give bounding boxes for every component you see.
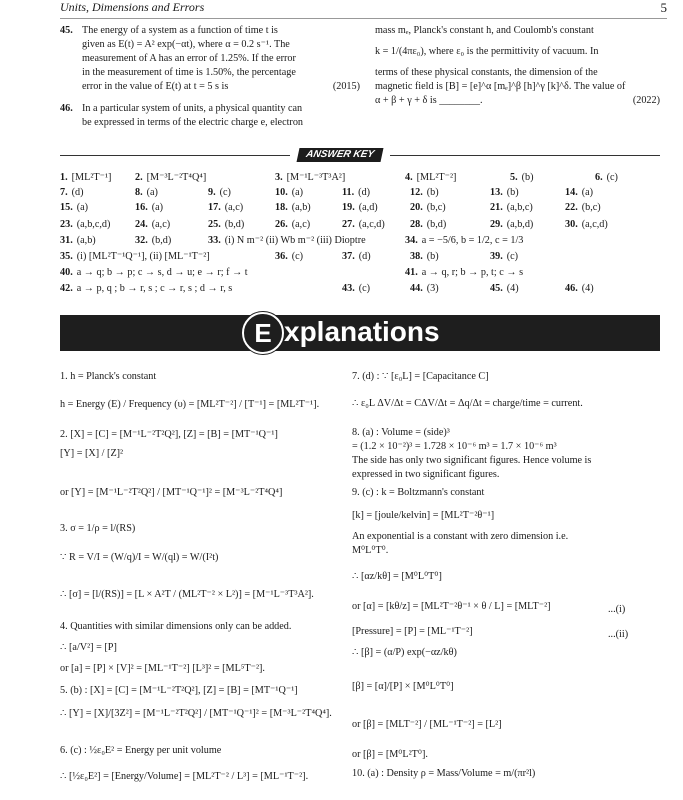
answer-number: 3. [275, 172, 283, 183]
answer-number: 37. [342, 251, 355, 262]
answer-number: 24. [135, 219, 148, 230]
answer-value: a → p, q ; b → r, s ; c → r, s ; d → r, s [76, 283, 233, 294]
answer-key-cell [135, 172, 206, 183]
explanation-line: h = Energy (E) / Frequency (υ) = [ML²T⁻²] / [T⁻¹] = [ML²T⁻¹]. [60, 399, 320, 410]
explanation-line: M⁰L⁰T⁰. [352, 545, 389, 556]
explanation-line: ∴ [½ε₀E²] = [Energy/Volume] = [ML²T⁻² / L³] = [ML⁻¹T⁻²]. [60, 771, 309, 782]
answer-key-cell [565, 283, 594, 294]
explanation-line: 7. (d) : ∵ [ε₀L] = [Capacitance C] [352, 371, 489, 382]
text-line: α + β + γ + δ is ________. [375, 95, 483, 106]
answer-number: 16. [135, 202, 148, 213]
answer-number: 12. [410, 187, 423, 198]
text-line: be expressed in terms of the electric charge e, electron [82, 117, 304, 128]
text-line: in the measurement of time is 1.50%, the percentage [82, 67, 296, 78]
explanation-line: 5. (b) : [X] = [C] = [M⁻¹L⁻²T²Q²], [Z] = [B] = [MT⁻¹Q⁻¹] [60, 685, 298, 696]
answer-number: 22. [565, 202, 578, 213]
answer-value: (i) [ML²T⁻¹Q⁻¹], (ii) [ML⁻¹T⁻²] [76, 251, 210, 262]
answer-key-row [60, 202, 660, 216]
answer-number: 26. [275, 219, 288, 230]
answer-key-row [60, 267, 660, 281]
answer-key-row [60, 187, 660, 201]
answer-number: 32. [135, 235, 148, 246]
page-number: 5 [660, 0, 667, 15]
year-tag: (2015) [332, 81, 360, 92]
answer-key-row [60, 235, 660, 249]
answer-number: 19. [342, 202, 355, 213]
answer-key-cell [208, 219, 244, 230]
answer-value: (b,d) [426, 219, 447, 230]
answer-key-cell [60, 235, 96, 246]
answer-number: 14. [565, 187, 578, 198]
answer-key-cell [405, 267, 523, 278]
answer-key-cell [208, 187, 231, 198]
answer-number: 6. [595, 172, 603, 183]
answer-value: [ML²T⁻¹] [71, 172, 112, 183]
answer-number: 2. [135, 172, 143, 183]
text-line: error in the value of E(t) at t = 5 s is [82, 81, 229, 92]
answer-value: (c) [291, 251, 304, 262]
answer-number: 13. [490, 187, 503, 198]
year-tag: (2022) [632, 95, 660, 106]
explanation-line: 2. [X] = [C] = [M⁻¹L⁻²T²Q²], [Z] = [B] = [MT⁻¹Q⁻¹] [60, 429, 278, 440]
answer-number: 25. [208, 219, 221, 230]
answer-key-cell [135, 219, 170, 230]
explanation-line: [k] = [joule/kelvin] = [ML²T⁻²θ⁻¹] [352, 510, 495, 521]
question-number: 46. [60, 103, 73, 114]
answer-key-cell [490, 251, 518, 262]
explanation-line: ∵ R = V/I = (W/q)/I = W/(ql) = W/(I²t) [60, 552, 219, 563]
answer-value: (d) [71, 187, 84, 198]
answer-value: (b) [426, 251, 439, 262]
answer-value: [ML²T⁻²] [416, 172, 457, 183]
answer-value: (a,c) [151, 219, 171, 230]
answer-value: (a,b,c) [506, 202, 533, 213]
text-line: magnetic field is [B] = [e]^α [mₑ]^β [h]^γ [k]^δ. The value of [375, 81, 626, 92]
answer-value: (a) [581, 187, 594, 198]
answer-number: 4. [405, 172, 413, 183]
explanation-line: ∴ [a/V²] = [P] [60, 642, 117, 653]
text-line: The energy of a system as a function of time t is [82, 25, 278, 36]
answer-value: (a,c,d) [581, 219, 608, 230]
answer-number: 35. [60, 251, 73, 262]
answer-key-rule-right [390, 155, 660, 156]
answer-value: (c) [219, 187, 231, 198]
answer-key-cell [490, 283, 519, 294]
answer-number: 28. [410, 219, 423, 230]
answer-number: 30. [565, 219, 578, 230]
answer-key-cell [410, 187, 439, 198]
answer-key-cell [342, 251, 371, 262]
answer-number: 10. [275, 187, 288, 198]
answer-number: 34. [405, 235, 418, 246]
answer-key-cell [342, 219, 385, 230]
answer-key-cell [60, 219, 110, 230]
explanation-line: ∴ [σ] = [l/(RS)] = [L × A²T / (ML²T⁻² × L²)] = [M⁻¹L⁻³T³A²]. [60, 589, 314, 600]
answer-value: (a,d) [358, 202, 378, 213]
explanation-line: 9. (c) : k = Boltzmann's constant [352, 487, 485, 498]
answer-value: (c) [606, 172, 618, 183]
answer-number: 39. [490, 251, 503, 262]
explanation-line: [β] = [α]/[P] × [M⁰L⁰T⁰] [352, 681, 454, 692]
equation-mark-i: ...(i) [608, 604, 626, 615]
answer-key-cell [490, 202, 533, 213]
explanation-line: [Pressure] = [P] = [ML⁻¹T⁻²] [352, 626, 473, 637]
answer-number: 17. [208, 202, 221, 213]
answer-value: (b) [426, 187, 439, 198]
answer-key-cell [342, 187, 370, 198]
answer-key-cell [410, 251, 439, 262]
question-45 [60, 24, 360, 94]
answer-key-cell [135, 235, 171, 246]
answer-number: 31. [60, 235, 73, 246]
answer-key-row [60, 172, 660, 186]
answer-value: (4) [506, 283, 519, 294]
answer-number: 42. [60, 283, 73, 294]
explanation-line: 4. Quantities with similar dimensions only can be added. [60, 621, 292, 632]
answer-key-cell [565, 219, 608, 230]
answer-number: 36. [275, 251, 288, 262]
answer-key-cell [208, 235, 366, 246]
answer-value: a → q; b → p; c → s, d → u; e → r; f → t [76, 267, 248, 278]
answer-key-row [60, 219, 660, 233]
answer-value: (a,b) [76, 235, 96, 246]
answer-value: (b) [506, 187, 519, 198]
answer-number: 8. [135, 187, 143, 198]
explanation-line: expressed in two significant figures. [352, 469, 500, 480]
answer-number: 15. [60, 202, 73, 213]
answer-value: (d) [358, 187, 371, 198]
question-46 [60, 102, 360, 130]
answer-key-cell [275, 187, 303, 198]
text-line: measurement of A has an error of 1.25%. If the error [82, 53, 296, 64]
answer-value: (a,c) [291, 219, 311, 230]
question-text [82, 24, 360, 94]
answer-number: 20. [410, 202, 423, 213]
explanations-title: xplanations [284, 316, 440, 347]
page-header [60, 0, 667, 19]
explanation-line: ∴ [Y] = [X]/[3Z²] = [M⁻¹L⁻²T²Q²] / [MT⁻¹Q⁻¹]² = [M⁻³L⁻²T⁴Q⁴]. [60, 708, 332, 719]
explanation-line: 3. σ = 1/ρ = l/(RS) [60, 523, 136, 534]
answer-number: 1. [60, 172, 68, 183]
answer-value: (b,d) [224, 219, 245, 230]
answer-number: 29. [490, 219, 503, 230]
answer-key-cell [410, 283, 439, 294]
answer-key-cell [135, 187, 158, 198]
text-line: terms of these physical constants, the dimension of the [375, 67, 598, 78]
answer-value: (c) [506, 251, 519, 262]
explanation-line: ∴ ε₀L ΔV/Δt = CΔV/Δt = Δq/Δt = charge/time = current. [352, 398, 583, 409]
answer-number: 45. [490, 283, 503, 294]
answer-key-cell [565, 202, 601, 213]
answer-number: 38. [410, 251, 423, 262]
answer-number: 7. [60, 187, 68, 198]
question-text [82, 102, 360, 130]
explanation-line: = (1.2 × 10⁻²)³ = 1.728 × 10⁻⁶ m³ = 1.7 × 10⁻⁶ m³ [352, 441, 557, 452]
explanation-line: or [Y] = [M⁻¹L⁻²T²Q²] / [MT⁻¹Q⁻¹]² = [M⁻³L⁻²T⁴Q⁴] [60, 487, 283, 498]
answer-value: (4) [581, 283, 594, 294]
explanations-e-badge: E [242, 312, 284, 354]
answer-key-cell [405, 172, 456, 183]
explanation-line: or [β] = [M⁰L²T⁰]. [352, 749, 428, 760]
answer-key-cell [275, 172, 345, 183]
answer-value: (b,c) [426, 202, 446, 213]
answer-key-row [60, 251, 660, 265]
answer-number: 40. [60, 267, 73, 278]
explanation-line: 10. (a) : Density ρ = Mass/Volume = m/(πr²l) [352, 768, 536, 779]
answer-key-cell [275, 219, 310, 230]
answer-key-cell [510, 172, 534, 183]
answer-value: (a) [76, 202, 89, 213]
answer-key-cell [275, 202, 311, 213]
answer-value: (a,b) [291, 202, 311, 213]
answer-number: 41. [405, 267, 418, 278]
text-line: mass mₑ, Planck's constant h, and Coulomb's constant [375, 25, 594, 36]
explanation-line: ∴ [αz/kθ] = [M⁰L⁰T⁰] [352, 571, 442, 582]
explanation-line: [Y] = [X] / [Z]² [60, 448, 124, 459]
answer-value: (3) [426, 283, 439, 294]
explanation-line: An exponential is a constant with zero dimension i.e. [352, 531, 569, 542]
answer-value: (b,d) [151, 235, 172, 246]
answer-key-cell [342, 283, 370, 294]
answer-key-cell [405, 235, 523, 246]
question-number: 45. [60, 25, 73, 36]
explanation-line: The side has only two significant figures. Hence volume is [352, 455, 592, 466]
answer-key-cell [490, 187, 519, 198]
answer-value: (a,b,c,d) [76, 219, 111, 230]
answer-value: (b) [521, 172, 534, 183]
answer-value: (c) [358, 283, 371, 294]
answer-key-rule-left [60, 155, 290, 156]
answer-value: (a) [146, 187, 158, 198]
answer-value: (a,c,d) [358, 219, 385, 230]
answer-key-cell [275, 251, 303, 262]
answer-value: a = −5/6, b = 1/2, c = 1/3 [421, 235, 524, 246]
answer-key-cell [60, 202, 88, 213]
equation-mark-ii: ...(ii) [608, 629, 629, 640]
answer-key-cell [410, 202, 446, 213]
answer-number: 11. [342, 187, 355, 198]
text-line: given as E(t) = A² exp(−αt), where α = 0.2 s⁻¹. The [82, 39, 290, 50]
answer-key-row [60, 283, 660, 297]
explanation-line: 1. h = Planck's constant [60, 371, 157, 382]
answer-key-cell [60, 283, 232, 294]
answer-value: [M⁻³L⁻²T⁴Q⁴] [146, 172, 207, 183]
answer-key-cell [208, 202, 243, 213]
answer-number: 27. [342, 219, 355, 230]
answer-number: 46. [565, 283, 578, 294]
answer-key-cell [60, 187, 84, 198]
answer-value: (a,c) [224, 202, 244, 213]
answer-number: 23. [60, 219, 73, 230]
explanation-line: or [α] = [kθ/z] = [ML²T⁻²θ⁻¹ × θ / L] = [MLT⁻²] [352, 601, 551, 612]
answer-number: 33. [208, 235, 221, 246]
explanation-line: or [a] = [P] × [V]² = [ML⁻¹T⁻²] [L³]² = [ML⁵T⁻²]. [60, 663, 265, 674]
answer-number: 18. [275, 202, 288, 213]
explanation-line: 8. (a) : Volume = (side)³ [352, 427, 450, 438]
question-46-continued [375, 24, 660, 108]
answer-key-cell [595, 172, 618, 183]
answer-key-cell [60, 267, 248, 278]
answer-value: (a) [151, 202, 164, 213]
answer-key-cell [60, 251, 210, 262]
answer-value: (d) [358, 251, 371, 262]
explanation-line: or [β] = [MLT⁻²] / [ML⁻¹T⁻²] = [L²] [352, 719, 502, 730]
answer-key-cell [60, 172, 111, 183]
answer-value: [M⁻¹L⁻³T³A²] [286, 172, 346, 183]
answer-key-cell [135, 202, 163, 213]
answer-number: 44. [410, 283, 423, 294]
answer-value: a → q, r; b → p, t; c → s [421, 267, 524, 278]
text-line: k = 1/(4πε₀), where ε₀ is the permittivity of vacuum. In [375, 46, 599, 57]
answer-value: (b,c) [581, 202, 601, 213]
text-line: In a particular system of units, a physical quantity can [82, 103, 303, 114]
answer-key-cell [410, 219, 446, 230]
answer-value: (i) N m⁻² (ii) Wb m⁻² (iii) Dioptre [224, 235, 366, 246]
answer-number: 21. [490, 202, 503, 213]
answer-number: 5. [510, 172, 518, 183]
answer-key-cell [490, 219, 533, 230]
answer-number: 9. [208, 187, 216, 198]
answer-value: (a) [291, 187, 304, 198]
answer-value: (a,b,d) [506, 219, 534, 230]
answer-key-cell [342, 202, 378, 213]
header-title: Units, Dimensions and Errors [60, 0, 205, 14]
explanation-line: ∴ [β] = (α/P) exp(−αz/kθ) [352, 647, 457, 658]
answer-key-cell [565, 187, 593, 198]
explanation-line: 6. (c) : ½ε₀E² = Energy per unit volume [60, 745, 222, 756]
answer-key-title: ANSWER KEY [297, 148, 384, 162]
answer-number: 43. [342, 283, 355, 294]
